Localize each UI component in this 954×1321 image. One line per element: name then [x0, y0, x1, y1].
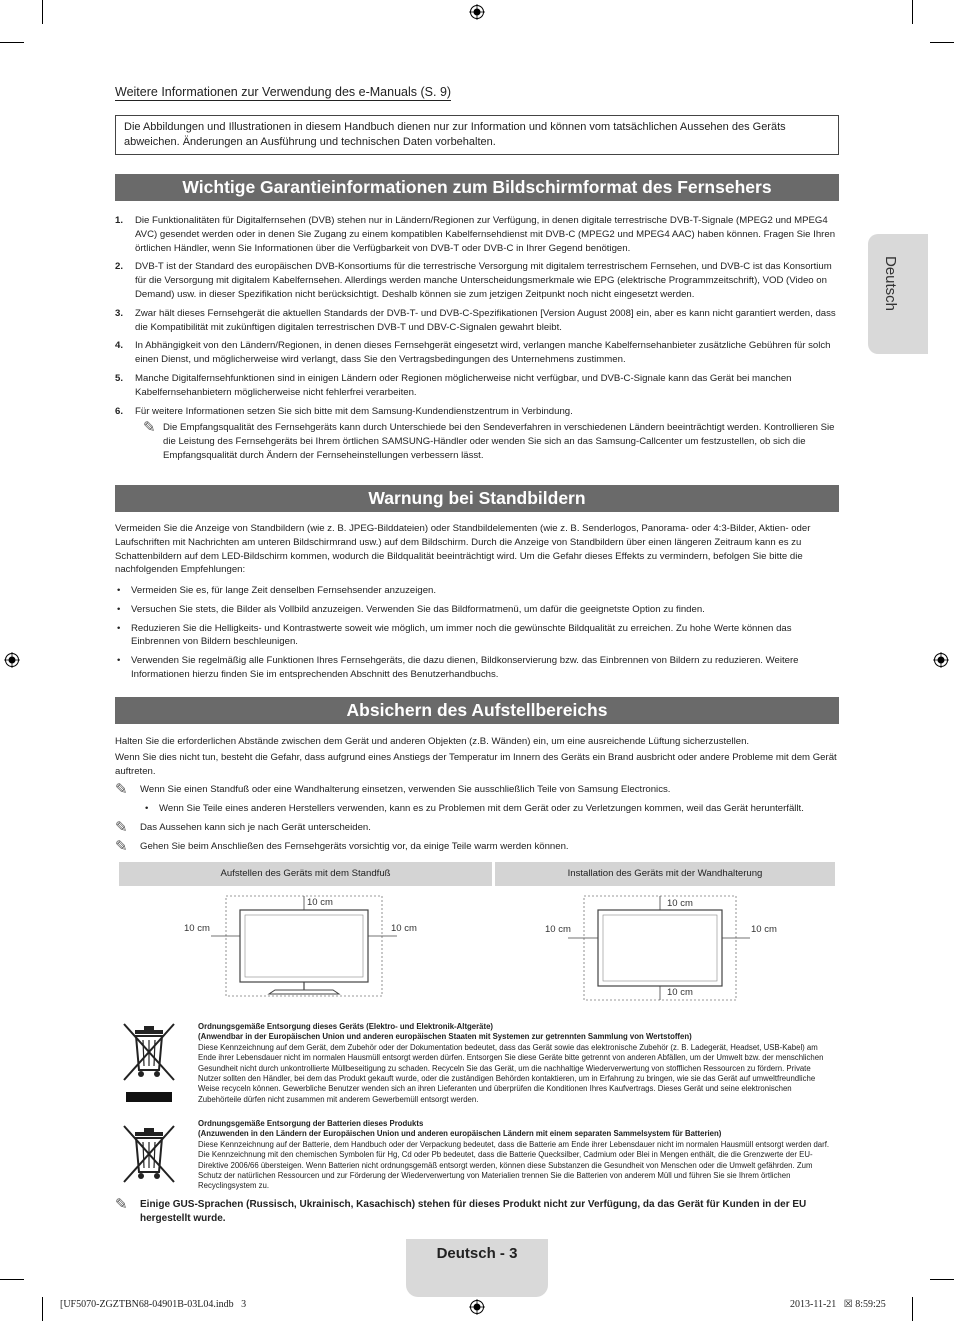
- still-image-bullets: [115, 584, 839, 687]
- clearance-right-label: 10 cm: [751, 924, 777, 935]
- crossed-bin-icon: [121, 1020, 177, 1104]
- crop-mark: [912, 1297, 913, 1321]
- registration-mark-icon: [4, 652, 20, 668]
- clearance-top-label: 10 cm: [667, 898, 693, 909]
- clearance-right-label: 10 cm: [391, 923, 417, 934]
- print-timestamp: 2013-11-21 ☒ 8:59:25: [790, 1299, 886, 1310]
- crop-mark: [930, 42, 954, 43]
- clearance-top-label: 10 cm: [307, 897, 333, 908]
- list-item: 3. Zwar hält dieses Fernsehgerät die aktuellen Standards der DVB-T- und DVB-C-Spezifikationen [Version August 2008] ein, aber es kann nicht garantiert werden, dass die Kompatibilität mit zukünftigen digitalen terrestrischen DVB-T und DBV-C-Signalen gewahrt bleibt.: [115, 307, 836, 333]
- pencil-note-icon: ✎: [115, 781, 128, 799]
- page-number-tab: [406, 1239, 548, 1297]
- e-manual-reference: Weitere Informationen zur Verwendung des e-Manuals (S. 9): [115, 85, 452, 99]
- list-item: 6. Für weitere Informationen setzen Sie sich bitte mit dem Samsung-Kundendienstzentrum in Verbindung.: [115, 405, 573, 417]
- warranty-list: [115, 214, 839, 463]
- crop-mark: [0, 1279, 24, 1280]
- installation-text: Halten Sie die erforderlichen Abstände zwischen dem Gerät und anderen Objekten (z.B. Wänden) ein, um eine ausreichende Lüftung sicherzustellen. Wenn Sie dies nicht tun, besteht die Gefahr, dass aufgrund eines Anstiegs der Temperatur im Innern des Geräts ein Brand ausbricht oder andere Probleme mit dem Gerät auftreten. ✎ Wenn Sie einen Standfuß oder eine Wandhalterung einsetzen, verwenden Sie ausschließlich Teile von Samsung Electronics. • Wenn Sie Teile eines anderen Herstellers verwenden, kann es zu Problemen mit dem Gerät oder zu Verletzungen kommen, weil das Gerät herunterfällt. ✎ Das Aussehen kann sich je nach Gerät unterscheiden. ✎ Gehen Sie beim Anschließen des Fernsehgeräts vorsichtig vor, da einige Teile warm werden können.: [115, 735, 839, 854]
- pencil-note-icon: ✎: [115, 1196, 128, 1213]
- crossed-battery-bin-icon: [121, 1122, 177, 1188]
- list-item: • Wenn Sie Teile eines anderen Herstellers verwenden, kann es zu Problemen mit dem Gerät oder zu Verletzungen kommen, weil das Gerät herunterfällt.: [145, 803, 804, 815]
- list-item: 4. In Abhängigkeit von den Ländern/Regionen, in denen dieses Fernsehgerät eingesetzt wird, verlangen manche Kabelfernsehanbieter zusätzliche Gebühren für solch einen Dienst, und möglicherweise wird verlangt, dass Sie den Vertragsbedingungen des Unternehmens zustimmen.: [115, 340, 831, 366]
- reception-note: ✎ Die Empfangsqualität des Fernsehgeräts kann durch Unterschiede bei den Sendeverfahren in verschiedenen Ländern beeinträchtigt werden. Kontrollieren Sie die Leistung des Fernsehgeräts bei Ihrem örtlichen SAMSUNG-Händler oder wenden Sie sich an das Samsung-Callcenter um festzustellen, ob sich die Empfangsqualität durch Ändern der Fernseheinstellungen verbessern lässt.: [143, 419, 835, 461]
- list-item: 5. Manche Digitalfernsehfunktionen sind in einigen Ländern oder Regionen möglicherweise nicht verfügbar, und DVB-C-Signale kann das Gerät bei manchen Kabelfernsehanbietern möglicherweise nicht fehlerfrei verarbeiten.: [115, 372, 792, 398]
- crop-mark: [930, 1279, 954, 1280]
- stand-clearance-diagram: [119, 888, 492, 1008]
- pencil-note-icon: ✎: [143, 419, 156, 437]
- registration-mark-icon: [469, 4, 485, 20]
- warm-parts-note: ✎ Gehen Sie beim Anschließen des Fernsehgeräts vorsichtig vor, da einige Teile warm werden können.: [115, 837, 569, 855]
- section-title-installation-area: Absichern des Aufstellbereichs: [115, 697, 839, 724]
- list-item: 1. Die Funktionalitäten für Digitalfernsehen (DVB) stehen nur in Ländern/Regionen zur Verfügung, in denen digitale terrestrische DVB-T-Signale (MPEG2 und MPEG4 AVC) gesendet werden oder in denen Sie Zugang zu einem kompatiblen Kabelfernsehdienst mit DVB-C (MPEG2 und MPEG4 AAC) haben können. Fragen Sie Ihren örtlichen Händler, wenn Sie Informationen über die Verfügbarkeit von DVB-T oder DVB-C in Ihrer Gegend benötigen.: [115, 215, 836, 254]
- weee-disposal-info: Ordnungsgemäße Entsorgung dieses Geräts (Elektro- und Elektronik-Altgeräte) (Anwendbar in der Europäischen Union und anderen europäischen Staaten mit Systemen zur getrennten Sammlung von Wertstoffen) Diese Kennzeichnung auf dem Gerät, dem Zubehör oder der Dokumentation bedeutet, dass das Gerät sowie das elektronische Zubehör (z. B. Ladegerät, Headset, USB-Kabel) am Ende ihrer Lebensdauer nicht im normalen Hausmüll entsorgt werden dürfen. Entsorgen Sie diese Geräte bitte getrennt von anderen Abfällen, um der Umwelt bzw. der menschlichen Gesundheit nicht durch unkontrollierte Müllbeseitigung zu schaden. Recyceln Sie das Gerät, um die nachhaltige Wiederverwertung von stofflichen Ressourcen zu fördern. Private Nutzer sollten den Händler, bei dem das Produkt gekauft wurde, oder die zuständigen Behörden kontaktieren, um in Erfahrung zu bringen, wie sie das Gerät auf umweltfreundliche Weise recyceln können. Gewerbliche Benutzer wenden sich an ihren Lieferanten und überprüfen die Konditionen Ihres Kaufvertrags. Dieses Gerät und seine elektronischen Zubehörteile dürfen nicht zusammen mit anderem Gewerbemüll entsorgt werden.: [198, 1022, 824, 1104]
- list-item: 2. DVB-T ist der Standard des europäischen DVB-Konsortiums für die terrestrische Versorgung mit digitalem terrestrischem Fernsehen, und DVB-C ist das Konsortium für die Versorgung mit digitalem Kabelfernsehen. Allerdings werden manche Unterscheidungsmerkmale wie EPG (elektrische Programmzeitschrift), VOD (Video on Demand) usw. in dieser Spezifikation nicht berücksichtigt. Deshalb können sie zum jetzigen Zeitpunkt noch nicht eingesetzt werden.: [115, 261, 832, 300]
- clearance-left-label: 10 cm: [545, 924, 571, 935]
- list-item: • Verwenden Sie regelmäßig alle Funktionen Ihres Fernsehgeräts, die dazu dienen, Bildkonservierung bzw. das Einbrennen von Bildern zu reduzieren. Weitere Informationen hierzu finden Sie im entsprechenden Abschnitt des Benutzerhandbuchs.: [117, 655, 799, 680]
- clearance-bottom-label: 10 cm: [667, 987, 693, 998]
- crop-mark: [42, 1297, 43, 1321]
- list-item: • Reduzieren Sie die Helligkeits- und Kontrastwerte soweit wie möglich, um immer noch die gewünschte Bildqualität zu erreichen. Zu hohe Werte können das Einbrennen von Bildern beschleunigen.: [117, 622, 792, 648]
- page-label: Deutsch - 3: [436, 1245, 518, 1262]
- appearance-note: ✎ Das Aussehen kann sich je nach Gerät unterscheiden.: [115, 818, 371, 836]
- list-item: • Versuchen Sie stets, die Bilder als Vollbild anzuzeigen. Verwenden Sie das Bildformatmenü, um dafür die geeignetste Option zu finden.: [117, 603, 705, 615]
- list-item: • Vermeiden Sie es, für lange Zeit denselben Fernsehsender anzuzeigen.: [117, 585, 437, 596]
- still-image-intro: Vermeiden Sie die Anzeige von Standbildern (wie z. B. JPEG-Bilddateien) oder Standbildelementen (wie z. B. Senderlogos, Panorama- oder 4:3-Bilder, Aktien- oder Laufschriften mit Nachrichten am unteren Bildschirmrand usw.) auf dem Bildschirm. Durch die Anzeige von Standbildern über einen längeren Zeitraum kann es zu Schattenbildern auf dem LED-Bildschirm kommen, wodurch die Bildqualität beeinträchtigt wird. Um die Gefahr dieses Effekts zu vermindern, befolgen Sie bitte die nachfolgenden Empfehlungen:: [115, 523, 811, 576]
- section-title-warranty: Wichtige Garantieinformationen zum Bildschirmformat des Fernsehers: [115, 174, 839, 201]
- crop-mark: [912, 0, 913, 24]
- battery-disposal-info: Ordnungsgemäße Entsorgung der Batterien dieses Produkts (Anzuwenden in den Ländern der Europäischen Union und anderen europäischen Ländern mit einem separaten Sammelsystem für Batterien) Diese Kennzeichnung auf der Batterie, dem Handbuch oder der Verpackung bedeutet, dass die Batterie am Ende ihrer Lebensdauer nicht im normalen Hausmüll entsorgt werden darf. Die Kennzeichnung mit den chemischen Symbolen für Hg, Cd oder Pb bedeutet, dass die Batterie Quecksilber, Cadmium oder Blei in Mengen enthält, die die Grenzwerte der EU-Direktive 2006/66 übersteigen. Wenn Batterien nicht ordnungsgemäß entsorgt werden, können diese Substanzen die Gesundheit von Menschen oder die Umwelt gefährden. Zum Schutz der natürlichen Ressourcen und zur Förderung der Wiederverwertung von Materialien trennen Sie die Batterien von anderem Müll und führen Sie sie Ihrem örtlichen Recyclingsystem zu.: [198, 1119, 830, 1191]
- samsung-parts-note: ✎ Wenn Sie einen Standfuß oder eine Wandhalterung einsetzen, verwenden Sie ausschließlich Teile von Samsung Electronics.: [115, 781, 671, 799]
- pencil-note-icon: ✎: [115, 818, 128, 836]
- wall-mount-clearance-diagram: [495, 888, 835, 1008]
- registration-mark-icon: [469, 1299, 485, 1315]
- print-file-info: [UF5070-ZGZTBN68-04901B-03L04.indb 3: [60, 1299, 247, 1310]
- side-tab-label: Deutsch: [882, 256, 899, 312]
- section-title-still-images: Warnung bei Standbildern: [115, 485, 839, 512]
- crop-mark: [42, 0, 43, 24]
- clearance-left-label: 10 cm: [184, 923, 210, 934]
- registration-mark-icon: [933, 652, 949, 668]
- pencil-note-icon: ✎: [115, 837, 128, 855]
- diagram-title-stand: Aufstellen des Geräts mit dem Standfuß: [119, 862, 492, 886]
- language-side-tab: [868, 234, 928, 354]
- cis-language-note: ✎ Einige GUS-Sprachen (Russisch, Ukrainisch, Kasachisch) stehen für dieses Produkt nicht zur Verfügung, da das Gerät für Kunden in der EU hergestellt wurde.: [115, 1196, 807, 1224]
- disclaimer-box: Die Abbildungen und Illustrationen in diesem Handbuch dienen nur zur Information und können vom tatsächlichen Aussehen des Geräts abweichen. Änderungen an Ausführung und technischen Daten vorbehalten.: [115, 115, 839, 155]
- diagram-title-wall-mount: Installation des Geräts mit der Wandhalterung: [495, 862, 835, 886]
- crop-mark: [0, 42, 24, 43]
